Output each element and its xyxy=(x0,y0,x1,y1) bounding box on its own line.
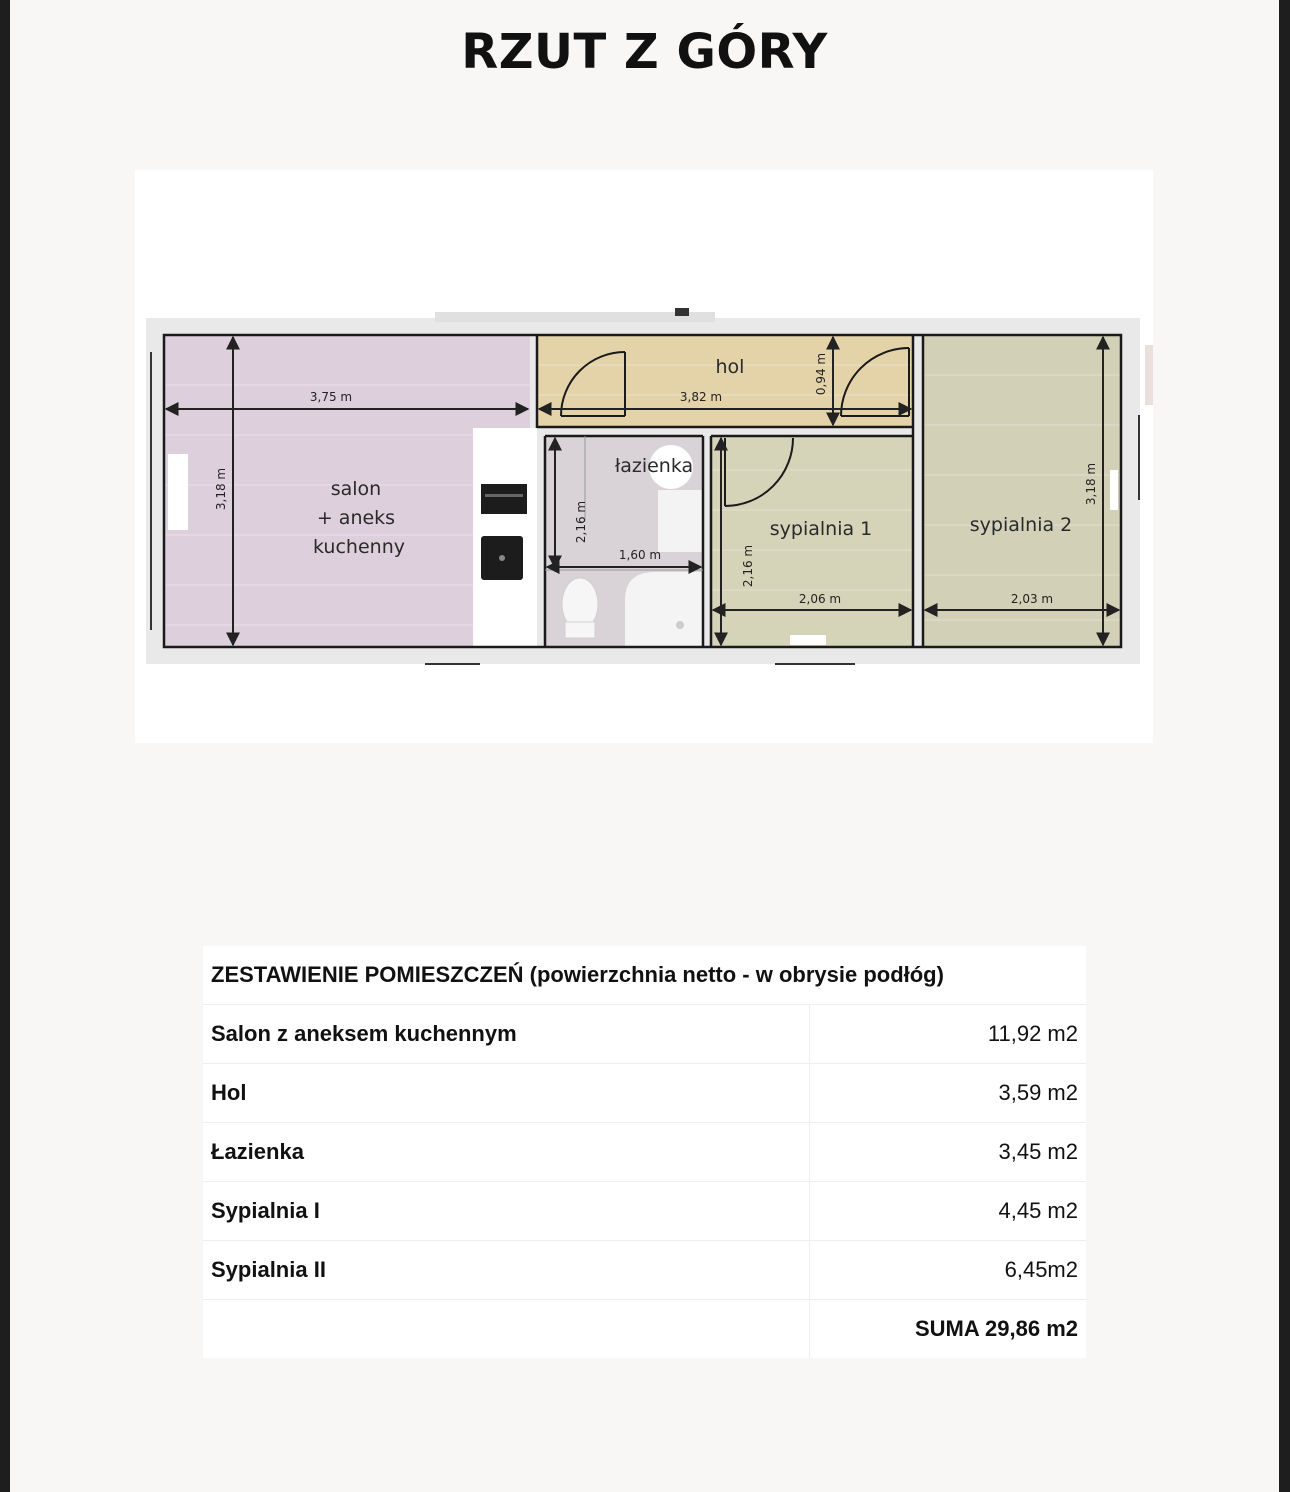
page-title: RZUT Z GÓRY xyxy=(461,24,828,80)
table-header: ZESTAWIENIE POMIESZCZEŃ (powierzchnia netto - w obrysie podłóg) xyxy=(203,946,1086,1005)
cooktop-detail xyxy=(485,494,523,497)
table-row xyxy=(203,1123,1086,1182)
sink-drain xyxy=(499,555,505,561)
table-row xyxy=(203,1182,1086,1241)
room-area: 4,45 m2 xyxy=(810,1182,1087,1241)
room-area: 6,45m2 xyxy=(810,1241,1087,1300)
bathroom-cabinet xyxy=(658,490,702,552)
cooktop xyxy=(481,484,527,514)
table-sum-row xyxy=(203,1300,1086,1359)
dim-salon-width: 3,75 m xyxy=(309,390,353,404)
dim-sypialnia1-height: 2,16 m xyxy=(741,544,755,588)
room-summary-table xyxy=(203,946,1086,1358)
room-name: Sypialnia I xyxy=(203,1182,810,1241)
dim-hol-height: 0,94 m xyxy=(814,352,828,396)
room-name: Salon z aneksem kuchennym xyxy=(203,1005,810,1064)
table-header-row xyxy=(203,946,1086,1005)
room-name: Łazienka xyxy=(203,1123,810,1182)
sum-empty-cell xyxy=(203,1300,810,1359)
room-name: Hol xyxy=(203,1064,810,1123)
label-salon: salon + aneks kuchenny xyxy=(313,478,405,558)
label-hol: hol xyxy=(715,356,745,378)
dim-sypialnia2-height: 3,18 m xyxy=(1084,462,1098,506)
shower-tray xyxy=(625,572,703,647)
table-row xyxy=(203,1241,1086,1300)
room-area: 11,92 m2 xyxy=(810,1005,1087,1064)
label-lazienka: łazienka xyxy=(614,455,694,477)
sypialnia1-floor xyxy=(711,436,913,647)
label-sypialnia1: sypialnia 1 xyxy=(769,518,873,540)
dim-sypialnia1-width: 2,06 m xyxy=(798,592,842,606)
dim-lazienka-height: 2,16 m xyxy=(574,500,588,544)
side-window xyxy=(1145,345,1153,405)
room-area: 3,59 m2 xyxy=(810,1064,1087,1123)
table-row xyxy=(203,1005,1086,1064)
total-area: SUMA 29,86 m2 xyxy=(914,1316,1078,1341)
dim-sypialnia2-width: 2,03 m xyxy=(1010,592,1054,606)
table-row xyxy=(203,1064,1086,1123)
room-area: 3,45 m2 xyxy=(810,1123,1087,1182)
document-page xyxy=(10,0,1279,1492)
dim-hol-width: 3,82 m xyxy=(679,390,723,404)
roof-edge xyxy=(435,312,715,322)
hol-floor xyxy=(537,335,913,427)
dim-salon-height: 3,18 m xyxy=(214,467,228,511)
dim-lazienka-width: 1,60 m xyxy=(618,548,662,562)
room-name: Sypialnia II xyxy=(203,1241,810,1300)
floor-plan-drawing xyxy=(135,170,1153,743)
toilet-tank xyxy=(565,622,595,638)
shower-drain xyxy=(676,621,684,629)
chimney-marker xyxy=(675,308,689,316)
label-sypialnia2: sypialnia 2 xyxy=(969,514,1073,536)
floor-plan xyxy=(135,170,1153,743)
